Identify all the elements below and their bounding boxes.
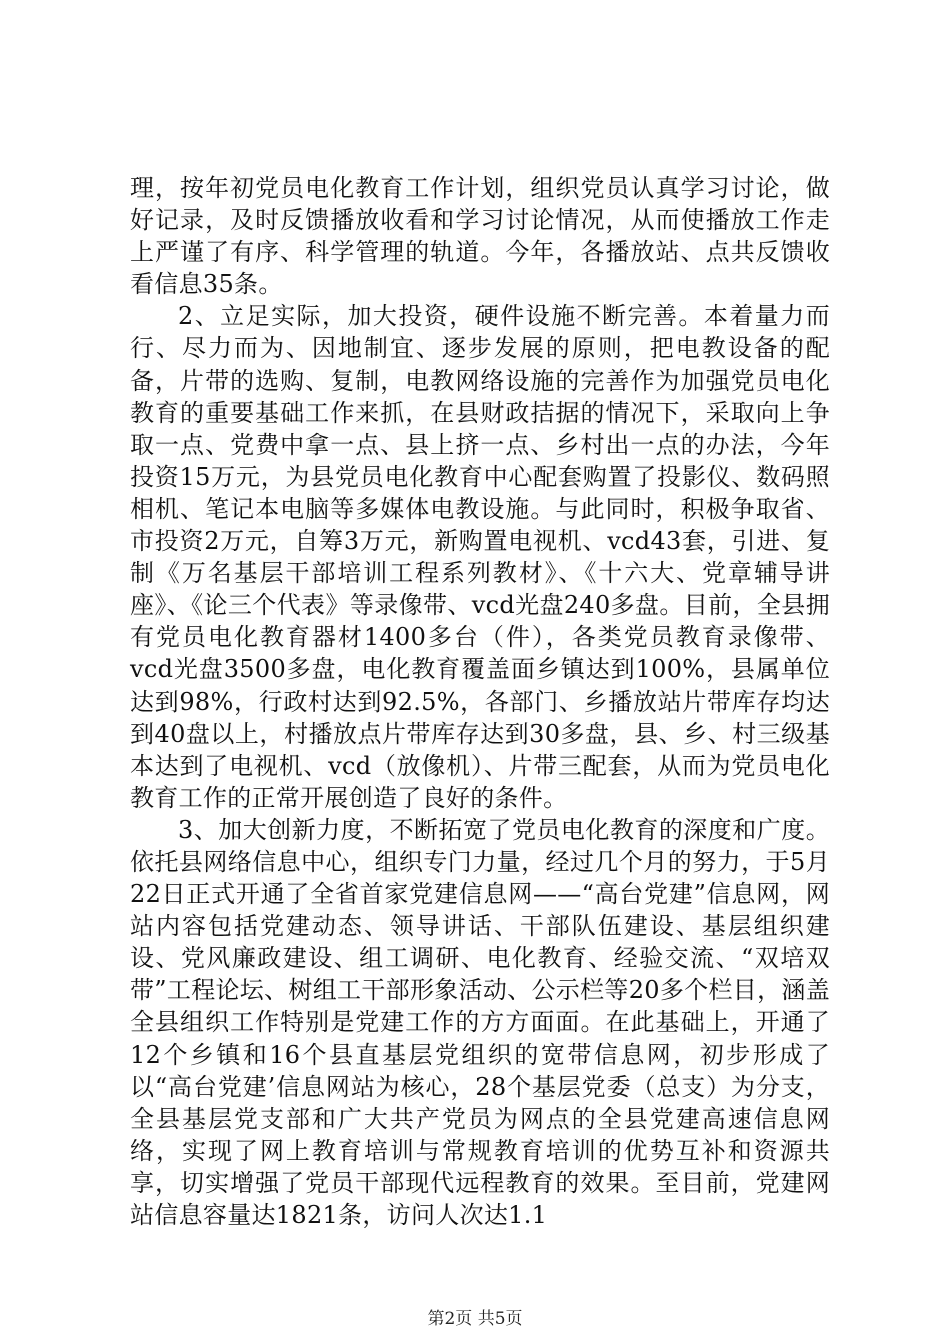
paragraph-continuation: 理，按年初党员电化教育工作计划，组织党员认真学习讨论，做好记录，及时反馈播放收看和学习讨论情况，从而使播放工作走上严谨了有序、科学管理的轨道。今年，各播放站、点共反馈收看信息35条。 xyxy=(130,174,830,299)
paragraph-hardware-investment: 2、立足实际，加大投资，硬件设施不断完善。本着量力而行、尽力而为、因地制宜、逐步发展的原则，把电教设备的配备，片带的选购、复制，电教网络设施的完善作为加强党员电化教育的重要基础工作来抓，在县财政拮据的情况下，采取向上争取一点、党费中拿一点、县上挤一点、乡村出一点的办法，今年投资15万元，为县党员电化教育中心配套购置了投影仪、数码照相机、笔记本电脑等多媒体电教设施。与此同时，积极争取省、市投资2万元，自筹3万元，新购置电视机、vcd43套，引进、复制《万名基层干部培训工程系列教材》、《十六大、党章辅导讲座》、《论三个代表》等录像带、vcd光盘240多盘。目前，全县拥有党员电化教育器材1400多台（件），各类党员教育录像带、vcd光盘3500多盘，电化教育覆盖面乡镇达到100%，县属单位达到98%，行政村达到92.5%，各部门、乡播放站片带库存均达到40盘以上，村播放点片带库存达到30多盘，县、乡、村三级基本达到了电视机、vcd（放像机）、片带三配套，从而为党员电化教育工作的正常开展创造了良好的条件。 xyxy=(130,302,830,812)
page-number-footer: 第2页 共5页 xyxy=(427,1309,523,1329)
document-body xyxy=(130,172,830,1231)
paragraph-innovation-website: 3、加大创新力度，不断拓宽了党员电化教育的深度和广度。依托县网络信息中心，组织专门力量，经过几个月的努力，于5月22日正式开通了全省首家党建信息网——“高台党建”信息网，网站内容包括党建动态、领导讲话、干部队伍建设、基层组织建设、党风廉政建设、组工调研、电化教育、经验交流、“双培双带”工程论坛、树组工干部形象活动、公示栏等20多个栏目，涵盖全县组织工作特别是党建工作的方方面面。在此基础上，开通了12个乡镇和16个县直基层党组织的宽带信息网，初步形成了以“高台党建’信息网站为核心，28个基层党委（总支）为分支，全县基层党支部和广大共产党员为网点的全县党建高速信息网络，实现了网上教育培训与常规教育培训的优势互补和资源共享，切实增强了党员干部现代远程教育的效果。至目前，党建网站信息容量达1821条，访问人次达1.1 xyxy=(130,815,830,1229)
